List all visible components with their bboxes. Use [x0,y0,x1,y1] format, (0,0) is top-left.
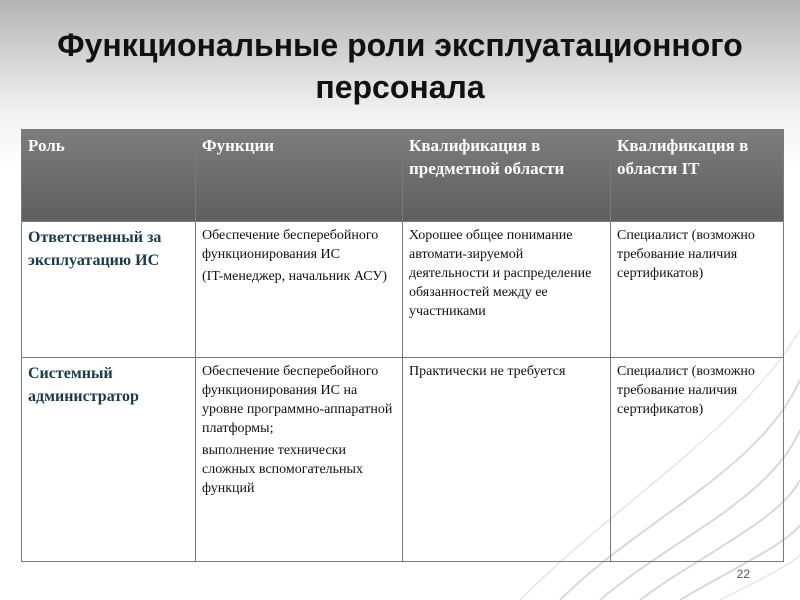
table-row [22,222,784,358]
domain-qualification-cell: Хорошее общее понимание автомати-зируемой деятельности и распределение обязанностей между ее участниками [403,222,611,358]
functions-line: Обеспечение бесперебойного функционирования ИС на уровне программно-аппаратной платформы; [202,364,393,436]
functions-cell [196,358,403,562]
header-functions: Функции [196,130,403,222]
table-row [22,358,784,562]
functions-line: (IT-менеджер, начальник АСУ) [202,269,387,284]
header-role: Роль [22,130,196,222]
domain-qualification-cell: Практически не требуется [403,358,611,562]
functions-line: выполнение технически сложных вспомогательных функций [202,443,363,496]
role-cell: Системный администратор [22,358,196,562]
it-qualification-cell: Специалист (возможно требование наличия сертификатов) [611,358,784,562]
header-domain-qualification: Квалификация в предметной области [403,130,611,222]
slide-title: Функциональные роли эксплуатационного персонала [57,27,743,105]
roles-table [21,129,784,562]
header-it-qualification: Квалификация в области IT [611,130,784,222]
functions-line: Обеспечение бесперебойного функционирования ИС [202,228,379,262]
role-cell: Ответственный за эксплуатацию ИС [22,222,196,358]
page-number: 22 [736,567,750,581]
functions-cell [196,222,403,358]
it-qualification-cell: Специалист (возможно требование наличия сертификатов) [611,222,784,358]
table-header-row [22,130,784,222]
